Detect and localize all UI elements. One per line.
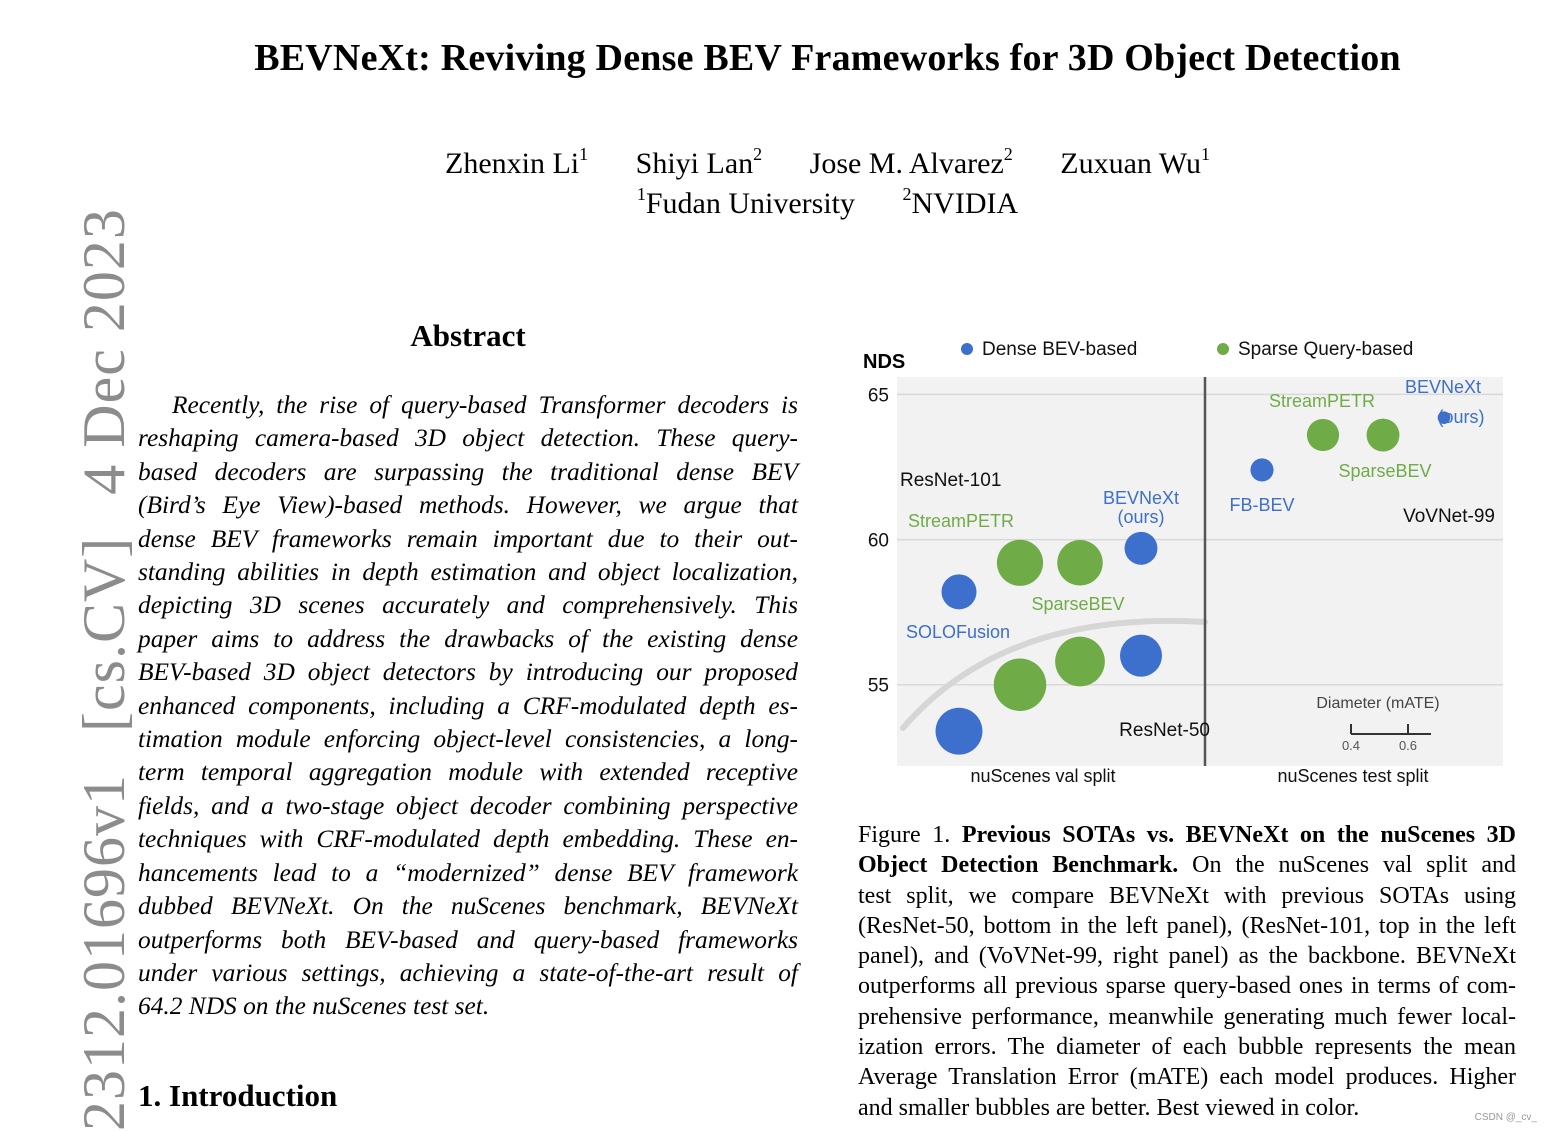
backbone-label: ResNet-50 [1119,720,1210,741]
caption-text: On the nuScenes val split and [1178,852,1516,879]
backbone-label: VoVNet-99 [1403,506,1495,527]
abstract-line: hancements lead to a “modernized” dense BEV framework [138,858,798,887]
y-axis-title: NDS [863,351,906,373]
abstract-line: dubbed BEVNeXt. On the nuScenes benchmark, BEVNeXt [138,892,798,921]
author: Shiyi Lan$^2$ [635,144,763,180]
abstract-line: 64.2 NDS on the nuScenes test set. [138,992,490,1021]
arxiv-date: 4 Dec 2023 [71,208,137,495]
bubble-marker [994,658,1047,711]
figure-1-chart [855,330,1515,795]
affiliation-list [0,186,1551,221]
abstract-line: techniques with CRF-modulated depth embedding. These en- [138,825,798,854]
caption-text: test split, we compare BEVNeXt with previous SOTAs using [858,882,1516,909]
bubble-label: BEVNeXt [1404,377,1482,397]
bubble-label: (ours) [1437,407,1485,427]
arxiv-category: [cs.CV] [71,536,137,732]
bubble-marker [1057,540,1103,586]
legend-label: Dense BEV-based [982,339,1138,360]
section-heading: 1. Introduction [138,1078,338,1113]
affiliation: $^1$Fudan University [636,184,855,220]
abstract-line: standing abilities in depth estimation and object localization, [138,558,798,587]
x-axis-label: nuScenes val split [970,766,1116,786]
caption-line [858,850,1516,880]
bubble-marker [997,540,1043,586]
figure-caption [858,820,1516,1123]
abstract-line: reshaping camera-based 3D object detection. These query- [138,424,798,453]
paper-title: BEVNeXt: Reviving Dense BEV Frameworks for 3D Object Detection [254,37,1401,79]
y-tick-label: 55 [867,675,889,697]
bubble-label: SOLOFusion [905,622,1011,642]
author-list [0,146,1551,181]
abstract-line: BEV-based 3D object detectors by introducing our proposed [138,658,798,687]
abstract-line: under various settings, achieving a state-of-the-art result of [138,958,798,987]
author: Jose M. Alvarez$^2$ [809,144,1013,180]
caption-line [858,971,1516,1001]
abstract-line: paper aims to address the drawbacks of the existing dense [138,624,798,653]
size-legend-tick-label: 0.4 [1341,738,1361,753]
abstract-line: Recently, the rise of query-based Transformer decoders is [172,391,798,419]
bubble-marker [1367,419,1400,452]
caption-line [858,820,1516,850]
bubble-label: SparseBEV [1031,594,1125,614]
abstract-line: (Bird’s Eye View)-based methods. However, we argue that [138,491,798,520]
bubble-marker [1250,458,1273,481]
caption-text: Average Translation Error (mATE) each model produces. Higher [858,1064,1516,1091]
caption-line [858,1062,1516,1092]
abstract-line: timation module enforcing object-level consistencies, a long- [138,725,798,754]
arxiv-id: 2312.01696v1 [71,774,137,1131]
y-tick-label: 60 [867,530,889,552]
watermark: CSDN @_cv_ [1474,1112,1537,1123]
arxiv-stamp [70,182,139,1131]
abstract-line: outperforms both BEV-based and query-based frameworks [138,925,798,954]
backbone-label: ResNet-101 [900,470,1002,491]
bubble-label: SparseBEV [1338,461,1432,481]
caption-line [858,1093,1516,1123]
abstract-line: enhanced components, including a CRF-modulated depth es- [138,691,798,720]
bubble-marker [1120,635,1162,677]
caption-bold-text: Previous SOTAs vs. BEVNeXt on the nuScenes 3D [961,822,1516,848]
caption-text: outperforms all previous sparse query-based ones in terms of com- [858,973,1516,1000]
legend-marker [1217,343,1229,355]
bubble-chart [855,330,1515,795]
bubble-label: StreamPETR [907,511,1015,531]
caption-text: panel), and (VoVNet-99, right panel) as the backbone. BEVNeXt [858,943,1516,970]
bubble-marker [942,574,977,609]
caption-line [858,1032,1516,1062]
caption-line [858,941,1516,971]
bubble-marker [936,708,983,755]
abstract-line: depicting 3D scenes accurately and comprehensively. This [138,591,798,620]
affiliation: $^2$NVIDIA [902,184,1019,220]
caption-line [858,911,1516,941]
caption-line [858,881,1516,911]
size-legend-tick-label: 0.6 [1398,738,1418,753]
caption-bold-text: Object Detection Benchmark. [858,852,1179,879]
bubble-label: StreamPETR [1268,391,1376,411]
abstract-line: fields, and a two-stage object decoder combining perspective [138,791,798,820]
x-axis-label: nuScenes test split [1277,766,1429,786]
bubble-marker [1125,532,1158,565]
abstract-body [138,389,798,1024]
caption-text: (ResNet-50, bottom in the left panel), (ResNet-101, top in the left [858,912,1516,939]
bubble-marker [1055,637,1105,687]
bubble-label: (ours) [1117,507,1165,527]
caption-line [858,1002,1516,1032]
author: Zuxuan Wu$^1$ [1060,144,1210,180]
bubble-label: BEVNeXt [1102,488,1180,508]
author: Zhenxin Li$^1$ [445,144,589,180]
abstract-line: dense BEV frameworks remain important due to their out- [138,524,798,553]
y-tick-label: 65 [867,385,889,407]
abstract-line: term temporal aggregation module with extended receptive [138,758,798,787]
bubble-label: FB-BEV [1229,495,1295,515]
abstract-heading: Abstract [410,318,526,353]
legend-label: Sparse Query-based [1238,339,1414,360]
caption-text: ization errors. The diameter of each bubble represents the mean [858,1034,1516,1061]
bubble-marker [1307,419,1339,451]
legend-marker [961,343,973,355]
abstract-line: based decoders are surpassing the traditional dense BEV [138,457,798,486]
size-legend-title: Diameter (mATE) [1316,695,1440,712]
caption-text: Figure 1. [858,822,962,848]
caption-text: and smaller bubbles are better. Best viewed in color. [858,1094,1360,1121]
caption-text: prehensive performance, meanwhile generating much fewer local- [858,1003,1516,1030]
